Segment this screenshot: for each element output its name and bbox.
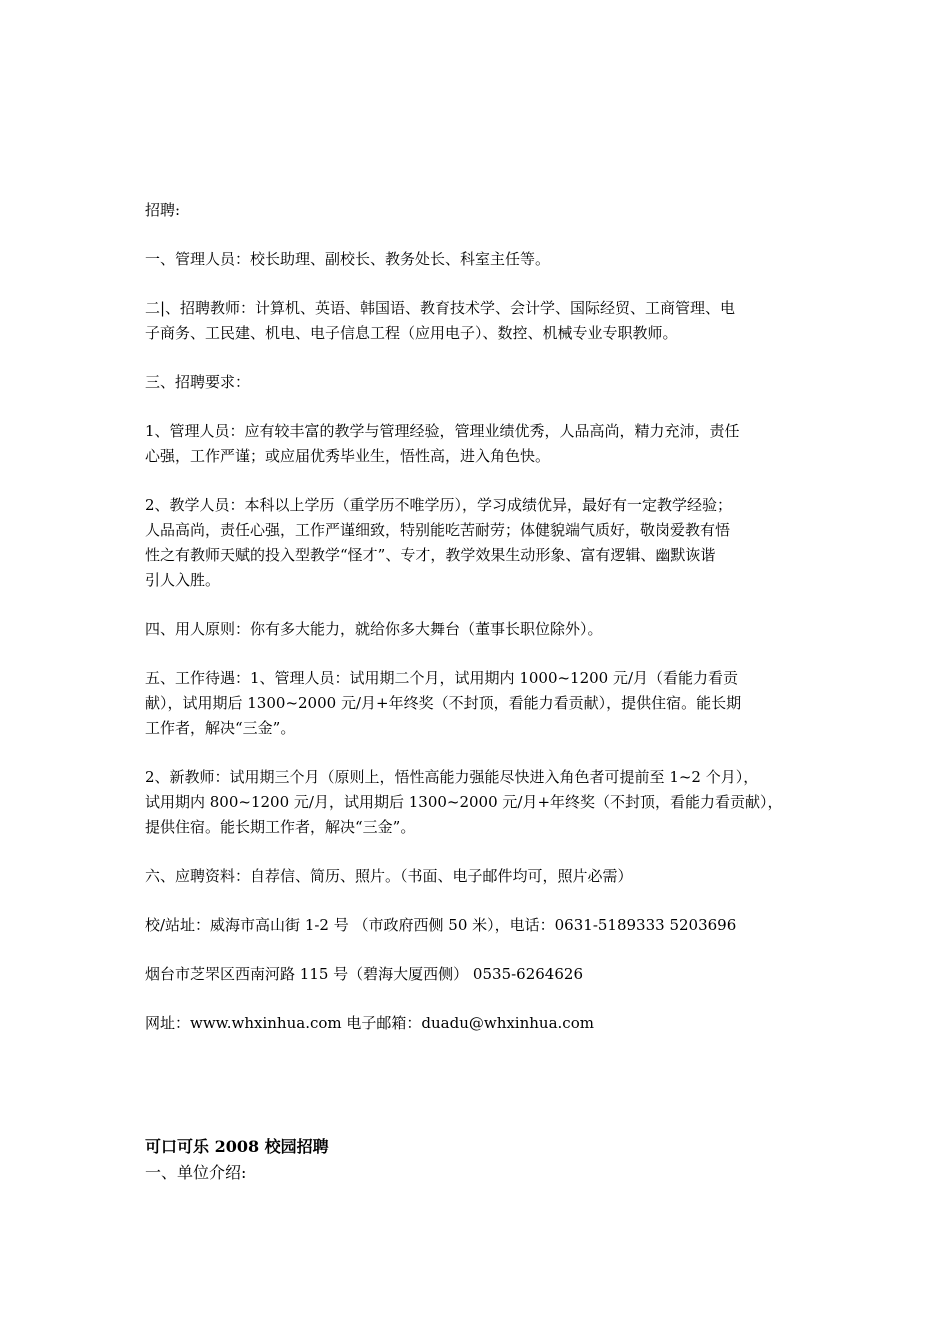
para-requirements-heading: 三、招聘要求： <box>145 373 251 391</box>
para-salary-management-line-1: 五、工作待遇：1、管理人员：试用期二个月，试用期内 1000~1200 元/月（看能力看贡 <box>145 669 739 687</box>
para-requirement-teaching-line-4: 引人入胜。 <box>145 571 221 589</box>
para-requirement-teaching <box>145 493 815 593</box>
heading-recruit: 招聘: <box>145 201 181 219</box>
para-application-materials: 六、应聘资料：自荐信、简历、照片。（书面、电子邮件均可，照片必需） <box>145 867 633 885</box>
para-teachers-line-1: 二|、招聘教师：计算机、英语、韩国语、教育技术学、会计学、国际经贸、工商管理、电 <box>145 299 736 317</box>
para-requirement-management-line-2: 心强，工作严谨；或应届优秀毕业生，悟性高，进入角色快。 <box>145 447 551 465</box>
para-salary-teacher-line-2: 试用期内 800~1200 元/月，试用期后 1300~2000 元/月+年终奖（不封顶，看能力看贡献）， <box>145 793 783 811</box>
para-requirement-teaching-line-3: 性之有教师天赋的投入型教学“怪才”、专才，教学效果生动形象、富有逻辑、幽默诙谐 <box>145 546 716 564</box>
para-address-yantai: 烟台市芝罘区西南河路 115 号（碧海大厦西侧） 0535-6264626 <box>145 965 583 983</box>
para-principle: 四、用人原则：你有多大能力，就给你多大舞台（董事长职位除外）。 <box>145 620 603 638</box>
para-requirement-management-line-1: 1、管理人员：应有较丰富的教学与管理经验，管理业绩优秀，人品高尚，精力充沛，责任 <box>145 422 740 440</box>
para-salary-teacher-line-1: 2、新教师：试用期三个月（原则上，悟性高能力强能尽快进入角色者可提前至 1~2 个月）， <box>145 768 759 786</box>
section2-title: 可口可乐 2008 校园招聘 <box>145 1137 329 1156</box>
para-requirement-teaching-line-2: 人品高尚，责任心强，工作严谨细致，特别能吃苦耐劳；体健貌端气质好，敬岗爱教有悟 <box>145 521 731 539</box>
section2-subtitle: 一、单位介绍: <box>145 1163 247 1182</box>
para-address-weihai: 校/站址：威海市高山街 1-2 号 （市政府西侧 50 米），电话：0631-5189333 5203696 <box>145 916 737 934</box>
para-requirement-teaching-line-1: 2、教学人员：本科以上学历（重学历不唯学历），学习成绩优异，最好有一定教学经验； <box>145 496 733 514</box>
para-management-staff: 一、管理人员：校长助理、副校长、教务处长、科室主任等。 <box>145 250 551 268</box>
section-spacer <box>145 1060 815 1134</box>
para-requirement-management <box>145 419 815 469</box>
para-salary-teacher <box>145 765 815 840</box>
para-salary-management-line-3: 工作者，解决“三金”。 <box>145 719 296 737</box>
para-teachers-line-2: 子商务、工民建、机电、电子信息工程（应用电子）、数控、机械专业专职教师。 <box>145 324 678 342</box>
para-salary-management <box>145 666 815 741</box>
para-salary-teacher-line-3: 提供住宿。能长期工作者，解决“三金”。 <box>145 818 416 836</box>
para-salary-management-line-2: 献），试用期后 1300~2000 元/月+年终奖（不封顶，看能力看贡献），提供住宿。能长期 <box>145 694 742 712</box>
para-teachers <box>145 296 815 346</box>
para-website-email: 网址：www.whxinhua.com 电子邮箱：duadu@whxinhua.com <box>145 1014 594 1032</box>
document-body <box>145 198 815 1186</box>
